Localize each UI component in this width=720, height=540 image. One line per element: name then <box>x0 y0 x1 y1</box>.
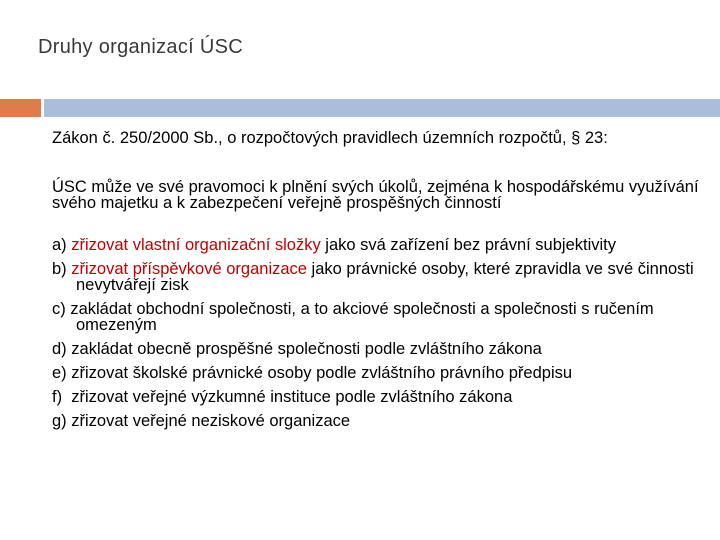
item-text: jako právnické osoby, které zpravidla ve své činnosti nevytvářejí zisk <box>76 260 694 294</box>
item-prefix: g) <box>52 412 72 430</box>
item-text: zakládat obchodní společnosti, a to akciové společnosti a společnosti s ručením omezeným <box>70 300 654 334</box>
list-item-a <box>52 237 702 253</box>
item-text: zřizovat veřejné výzkumné instituce podle zvláštního zákona <box>71 388 513 406</box>
accent-bar-blue <box>44 99 720 117</box>
law-reference: Zákon č. 250/2000 Sb., o rozpočtových pravidlech územních rozpočtů, § 23: <box>52 129 608 147</box>
item-highlight: zřizovat příspěvkové organizace <box>71 260 307 278</box>
item-prefix: e) <box>52 364 72 382</box>
item-text: zřizovat školské právnické osoby podle zvláštního právního předpisu <box>71 364 573 382</box>
slide-title: Druhy organizací ÚSC <box>38 36 243 58</box>
item-text: zakládat obecně prospěšné společnosti podle zvláštního zákona <box>71 340 542 358</box>
intro-paragraph: ÚSC může ve své pravomoci k plnění svých úkolů, zejména k hospodářskému využívání svého majetku a k zabezpečení veřejně prospěšných činností <box>52 178 699 212</box>
list-item-e <box>52 365 702 381</box>
item-text: zřizovat veřejné neziskové organizace <box>71 412 351 430</box>
item-prefix: f) <box>52 388 72 406</box>
item-prefix: a) <box>52 236 72 254</box>
list-item-g <box>52 413 702 429</box>
list-item-d <box>52 341 702 357</box>
list-item-b <box>52 261 702 293</box>
item-highlight: zřizovat vlastní organizační složky <box>71 236 321 254</box>
item-text: jako svá zařízení bez právní subjektivity <box>320 236 617 254</box>
item-prefix: c) <box>52 300 71 318</box>
list-item-f <box>52 389 702 405</box>
accent-bar-orange <box>0 99 41 117</box>
item-prefix: b) <box>52 260 72 278</box>
list-item-c <box>52 301 702 333</box>
slide-content <box>52 130 702 437</box>
item-prefix: d) <box>52 340 72 358</box>
